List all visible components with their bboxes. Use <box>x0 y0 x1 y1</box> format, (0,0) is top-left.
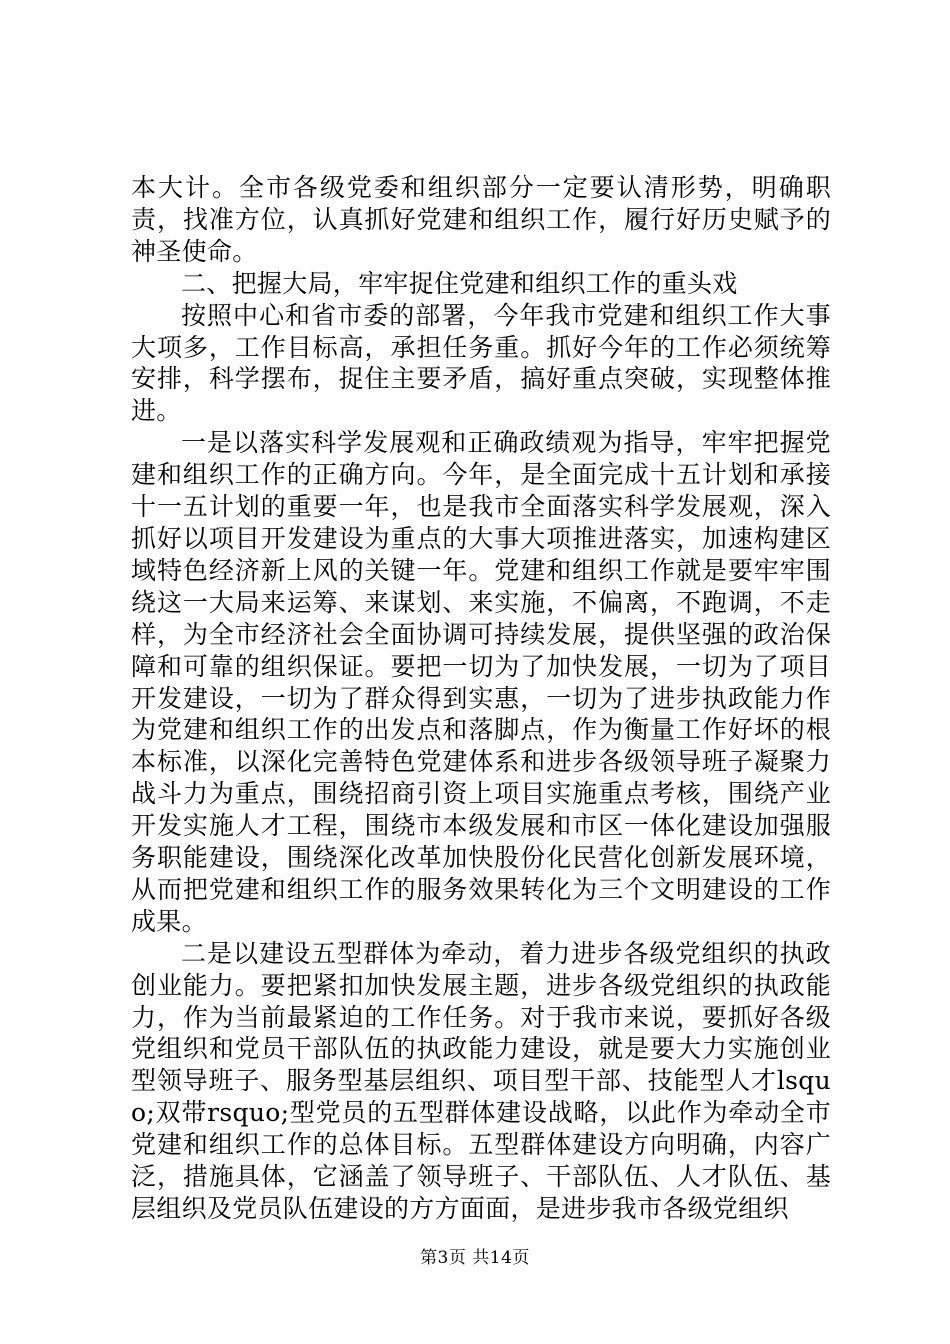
paragraph-continuation: 本大计。全市各级党委和组织部分一定要认清形势，明确职责，找准方位，认真抓好党建和组织工作，履行好历史赋予的神圣使命。 <box>131 173 831 266</box>
page-footer: 第3页 共14页 <box>420 1248 530 1268</box>
paragraph: 一是以落实科学发展观和正确政绩观为指导，牢牢把握党建和组织工作的正确方向。今年，是全面完成十五计划和承接十一五计划的重要一年，也是我市全面落实科学发展观，深入抓好以项目开发建设为重点的大事大项推进落实，加速构建区域特色经济新上风的关键一年。党建和组织工作就是要牢牢围绕这一大局来运筹、来谋划、来实施，不偏离，不跑调，不走样，为全市经济社会全面协调可持续发展，提供坚强的政治保障和可靠的组织保证。要把一切为了加快发展，一切为了项目开发建设，一切为了群众得到实惠，一切为了进步执政能力作为党建和组织工作的出发点和落脚点，作为衡量工作好坏的根本标准，以深化完善特色党建体系和进步各级领导班子凝聚力战斗力为重点，围绕招商引资上项目实施重点考核，围绕产业开发实施人才工程，围绕市本级发展和市区一体化建设加强服务职能建设，围绕深化改革加快股份化民营化创新发展环境，从而把党建和组织工作的服务效果转化为三个文明建设的工作成果。 <box>131 428 831 936</box>
paragraph: 按照中心和省市委的部署，今年我市党建和组织工作大事大项多，工作目标高，承担任务重。抓好今年的工作必须统筹安排，科学摆布，捉住主要矛盾，搞好重点突破，实现整体推进。 <box>131 300 831 426</box>
section-heading: 二、把握大局，牢牢捉住党建和组织工作的重头戏 <box>181 268 738 298</box>
paragraph: 二是以建设五型群体为牵动，着力进步各级党组织的执政创业能力。要把紧扣加快发展主题，进步各级党组织的执政能力，作为当前最紧迫的工作任务。对于我市来说，要抓好各级党组织和党员干部队伍的执政能力建设，就是要大力实施创业型领导班子、服务型基层组织、项目型干部、技能型人才lsquo;双带rsquo;型党员的五型群体建设战略，以此作为牵动全市党建和组织工作的总体目标。五型群体建设方向明确，内容广泛，措施具体，它涵盖了领导班子、干部队伍、人才队伍、基层组织及党员队伍建设的方方面面，是进步我市各级党组织 <box>131 938 831 1223</box>
document-body <box>131 172 831 1225</box>
